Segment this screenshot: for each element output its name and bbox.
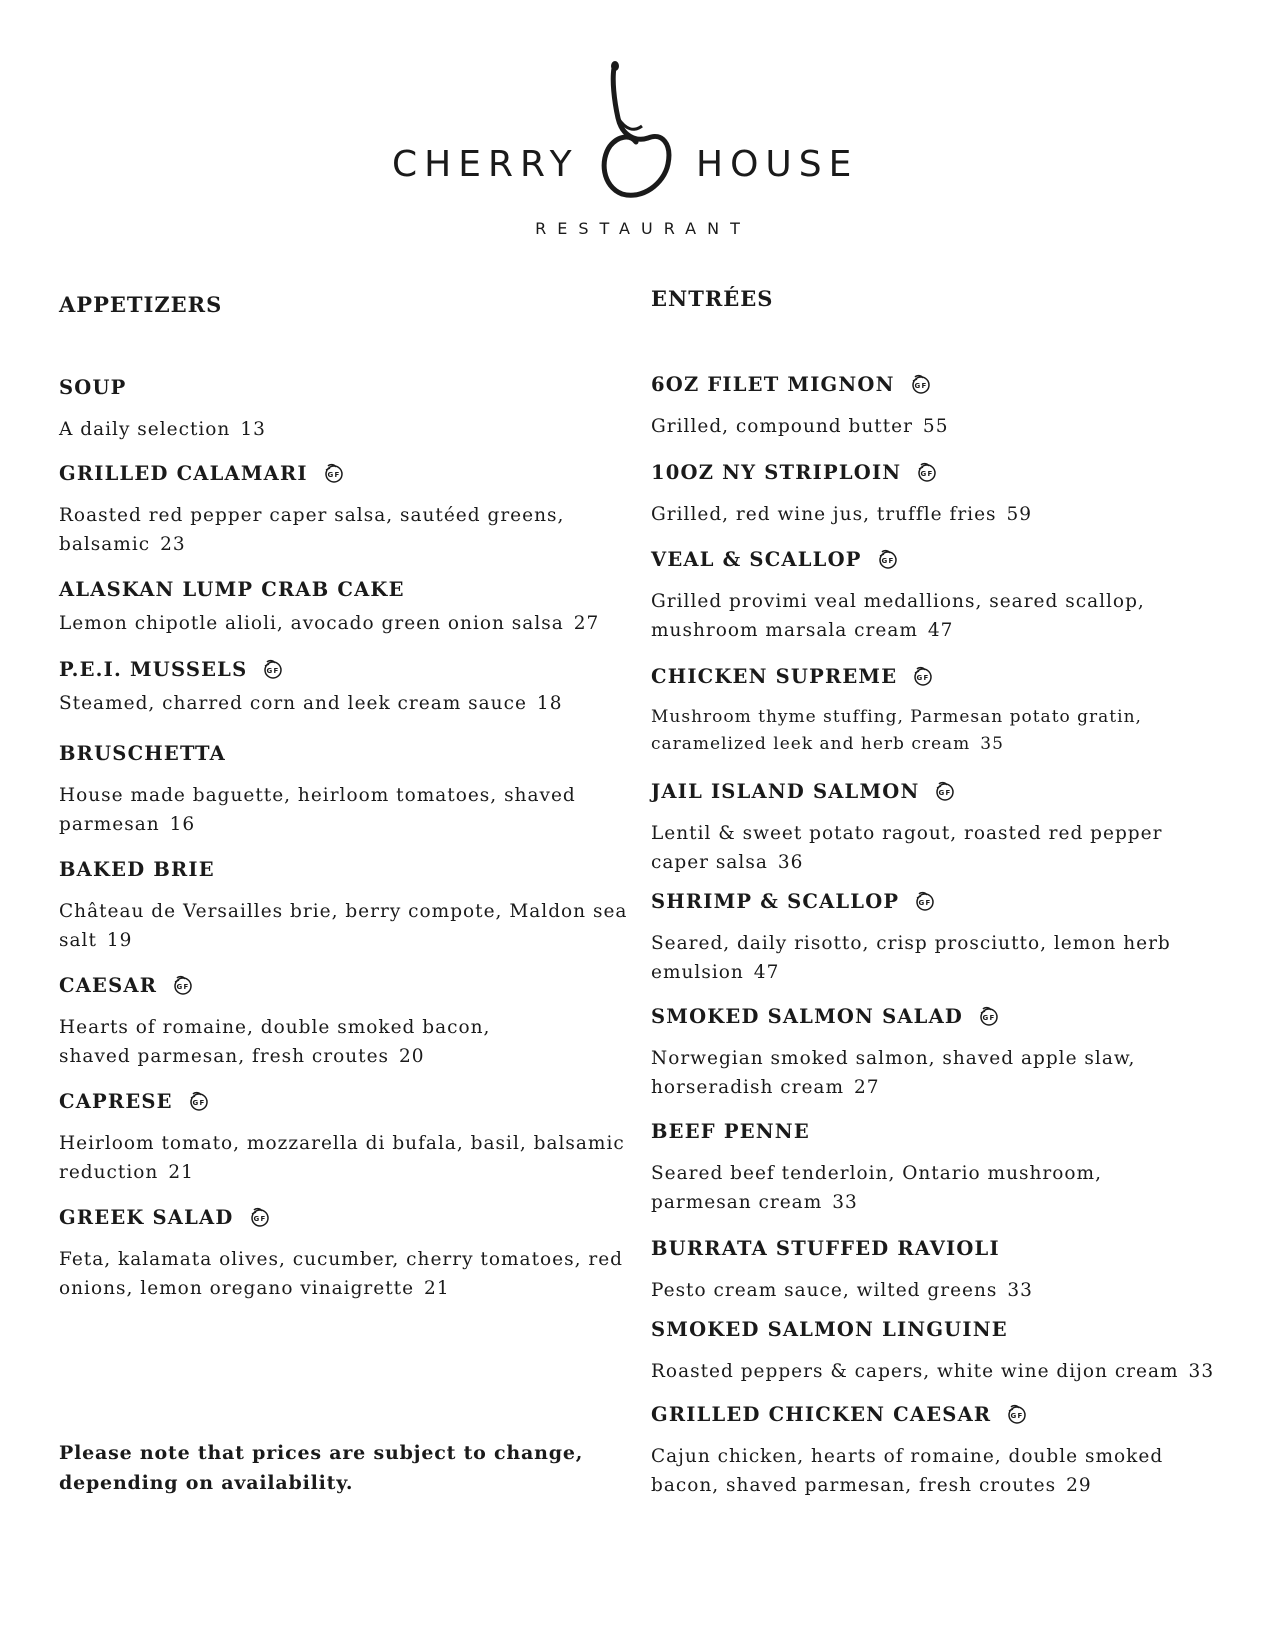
description-line: Feta, kalamata olives, cucumber, cherry tomatoes, red [59, 1249, 623, 1270]
menu-item [651, 1403, 1251, 1500]
menu-item-description [59, 689, 629, 718]
menu-item [59, 578, 629, 638]
menu-item-price: 29 [1066, 1475, 1092, 1496]
description-line: salt [59, 930, 97, 951]
svg-text:GF: GF [918, 898, 932, 907]
menu-item-name [651, 1005, 1251, 1028]
gluten-free-icon [322, 462, 344, 484]
description-line: Hearts of romaine, double smoked bacon, [59, 1017, 491, 1038]
svg-text:GF: GF [1010, 1411, 1024, 1420]
gluten-free-icon [187, 1090, 209, 1112]
menu-item-description [59, 781, 629, 839]
description-line: House made baguette, heirloom tomatoes, shaved [59, 785, 576, 806]
logo-word-left: CHERRY [392, 144, 579, 185]
menu-item-description [651, 1044, 1251, 1102]
description-line: Pesto cream sauce, wilted greens [651, 1280, 998, 1301]
menu-item-name [59, 974, 629, 997]
menu-item-price: 33 [1188, 1361, 1215, 1382]
menu-item-name-text: 6OZ FILET MIGNON [651, 373, 895, 396]
menu-item-name-text: GREEK SALAD [59, 1206, 234, 1229]
price-note-line-1: Please note that prices are subject to change, [59, 1442, 584, 1464]
menu-item [59, 974, 629, 1071]
price-note [59, 1438, 619, 1498]
menu-item [59, 376, 629, 444]
description-line: Grilled, red wine jus, truffle fries [651, 504, 997, 525]
gluten-free-icon [933, 780, 955, 802]
menu-item-name-text: VEAL & SCALLOP [651, 548, 862, 571]
svg-text:GF: GF [982, 1013, 996, 1022]
gluten-free-icon [911, 665, 933, 687]
menu-item-name-text: BEEF PENNE [651, 1120, 810, 1143]
menu-item-price: 33 [1007, 1280, 1033, 1301]
menu-item-price: 27 [854, 1077, 880, 1098]
svg-text:GF: GF [266, 666, 280, 675]
svg-text:GF: GF [327, 470, 341, 479]
menu-item-description [651, 412, 1251, 441]
menu-item-name-text: SMOKED SALMON SALAD [651, 1005, 964, 1028]
menu-item-name [59, 858, 629, 881]
menu-item-description [651, 819, 1251, 877]
menu-item-name [651, 1403, 1251, 1426]
menu-item [59, 658, 629, 718]
svg-text:GF: GF [939, 788, 952, 797]
menu-item-price: 47 [927, 620, 954, 641]
menu-item [651, 548, 1251, 645]
menu-item [651, 1318, 1251, 1386]
description-line: horseradish cream [651, 1077, 844, 1098]
menu-item-name [651, 461, 1251, 484]
menu-item-name [651, 890, 1251, 913]
description-line: shaved parmesan, fresh croutes [59, 1046, 390, 1067]
gluten-free-icon [261, 658, 283, 680]
menu-item-name [59, 658, 629, 681]
menu-item-name [651, 1318, 1251, 1341]
description-line: Roasted red pepper caper salsa, sautéed greens, [59, 505, 565, 526]
price-note-line-2: depending on availability. [59, 1472, 354, 1494]
cherry-spoon-icon [596, 60, 686, 210]
menu-item-description [651, 1357, 1251, 1386]
gluten-free-icon [1005, 1403, 1027, 1425]
menu-item-name-text: CHICKEN SUPREME [651, 665, 898, 688]
menu-item-name-text: CAESAR [59, 974, 158, 997]
description-line: Seared, daily risotto, crisp prosciutto, lemon herb [651, 933, 1171, 954]
menu-item-name [651, 373, 1251, 396]
menu-item-name-text: SOUP [59, 376, 127, 399]
description-line: caper salsa [651, 852, 768, 873]
menu-item-name-text: GRILLED CALAMARI [59, 462, 308, 485]
description-line: Cajun chicken, hearts of romaine, double smoked [651, 1446, 1164, 1467]
gluten-free-icon [876, 548, 898, 570]
menu-item-description [59, 609, 629, 638]
menu-item-name [59, 1206, 629, 1229]
svg-text:GF: GF [914, 381, 928, 390]
menu-item-name [59, 376, 629, 399]
description-line: reduction [59, 1162, 159, 1183]
menu-item-name-text: ALASKAN LUMP CRAB CAKE [59, 578, 405, 601]
gluten-free-icon [977, 1005, 999, 1027]
menu-item-name-text: P.E.I. MUSSELS [59, 658, 248, 681]
gluten-free-icon [248, 1206, 270, 1228]
menu-item [59, 1090, 629, 1187]
menu-item-name [59, 742, 629, 765]
menu-item-price: 19 [106, 930, 133, 951]
description-line: balsamic [59, 534, 151, 555]
gluten-free-icon [913, 890, 935, 912]
menu-item-price: 27 [573, 613, 600, 634]
menu-item-name [651, 548, 1251, 571]
menu-item-name [59, 462, 629, 485]
menu-item-description [59, 1245, 629, 1303]
description-line: A daily selection [59, 419, 231, 440]
description-line: Château de Versailles brie, berry compote, Maldon sea [59, 901, 628, 922]
menu-item [651, 1120, 1251, 1217]
description-line: Heirloom tomato, mozzarella di bufala, basil, balsamic [59, 1133, 625, 1154]
menu-item-price: 55 [922, 416, 949, 437]
menu-item [59, 1206, 629, 1303]
menu-item-price: 35 [980, 734, 1004, 754]
description-line: emulsion [651, 962, 744, 983]
appetizers-title: APPETIZERS [59, 292, 223, 317]
description-line: Grilled provimi veal medallions, seared scallop, [651, 591, 1145, 612]
menu-item-price: 59 [1006, 504, 1033, 525]
menu-item-description [59, 501, 629, 559]
menu-item [651, 1005, 1251, 1102]
description-line: Lemon chipotle alioli, avocado green onion salsa [59, 613, 564, 634]
menu-item [651, 373, 1251, 441]
menu-item [59, 462, 629, 559]
svg-text:GF: GF [176, 982, 190, 991]
menu-item [59, 858, 629, 955]
menu-item-name-text: CAPRESE [59, 1090, 173, 1113]
svg-text:GF: GF [253, 1214, 266, 1223]
description-line: bacon, shaved parmesan, fresh croutes [651, 1475, 1057, 1496]
menu-item-name [651, 665, 1251, 688]
description-line: Grilled, compound butter [651, 416, 913, 437]
menu-item [651, 461, 1251, 529]
menu-item [59, 742, 629, 839]
menu-item-name [651, 1120, 1251, 1143]
menu-item-price: 33 [832, 1192, 858, 1213]
menu-item-description [59, 897, 629, 955]
menu-item-price: 21 [424, 1278, 450, 1299]
menu-item-description [59, 415, 629, 444]
description-line: Mushroom thyme stuffing, Parmesan potato gratin, [651, 707, 1142, 727]
svg-text:GF: GF [881, 556, 895, 565]
menu-item-price: 18 [536, 693, 563, 714]
menu-item-price: 36 [777, 852, 804, 873]
menu-item-price: 13 [240, 419, 266, 440]
menu-item [651, 665, 1251, 758]
menu-item-description [651, 500, 1251, 529]
entrees-title: ENTRÉES [651, 286, 774, 311]
svg-text:GF: GF [916, 673, 930, 682]
menu-item-description [59, 1129, 629, 1187]
logo-subtitle: RESTAURANT [535, 219, 751, 238]
svg-text:GF: GF [192, 1098, 206, 1107]
gluten-free-icon [909, 373, 931, 395]
description-line: Steamed, charred corn and leek cream sauce [59, 693, 527, 714]
menu-item-price: 47 [753, 962, 780, 983]
description-line: Lentil & sweet potato ragout, roasted red pepper [651, 823, 1163, 844]
description-line: Seared beef tenderloin, Ontario mushroom, [651, 1163, 1102, 1184]
svg-text:GF: GF [920, 469, 934, 478]
menu-item-name-text: BRUSCHETTA [59, 742, 226, 765]
menu-item-description [651, 1442, 1251, 1500]
menu-item-description [651, 929, 1251, 987]
menu-item-description [651, 1276, 1251, 1305]
description-line: mushroom marsala cream [651, 620, 918, 641]
menu-item-name-text: BURRATA STUFFED RAVIOLI [651, 1237, 1000, 1260]
gluten-free-icon [171, 974, 193, 996]
menu-item-description [651, 587, 1251, 645]
logo-word-right: HOUSE [696, 144, 859, 185]
menu-item-name-text: SMOKED SALMON LINGUINE [651, 1318, 1008, 1341]
description-line: onions, lemon oregano vinaigrette [59, 1278, 415, 1299]
menu-item [651, 890, 1251, 987]
gluten-free-icon [915, 461, 937, 483]
description-line: parmesan [59, 814, 160, 835]
menu-item-name [59, 578, 629, 601]
menu-item-price: 20 [399, 1046, 425, 1067]
menu-item-description [59, 1013, 629, 1071]
menu-item-price: 21 [168, 1162, 194, 1183]
description-line: Norwegian smoked salmon, shaved apple slaw, [651, 1048, 1136, 1069]
menu-item-price: 16 [169, 814, 196, 835]
menu-item-name [59, 1090, 629, 1113]
menu-item-name-text: JAIL ISLAND SALMON [651, 780, 920, 803]
restaurant-logo [0, 60, 1275, 250]
description-line: caramelized leek and herb cream [651, 734, 971, 754]
menu-item [651, 1237, 1251, 1305]
menu-item-name-text: SHRIMP & SCALLOP [651, 890, 900, 913]
menu-item-price: 23 [160, 534, 186, 555]
menu-item-description [651, 1159, 1251, 1217]
menu-item-name [651, 780, 1251, 803]
menu-item-name-text: GRILLED CHICKEN CAESAR [651, 1403, 992, 1426]
menu-item [651, 780, 1251, 877]
menu-item-description [651, 704, 1251, 758]
description-line: Roasted peppers & capers, white wine dijon cream [651, 1361, 1179, 1382]
menu-item-name-text: BAKED BRIE [59, 858, 215, 881]
menu-item-name [651, 1237, 1251, 1260]
menu-item-name-text: 10OZ NY STRIPLOIN [651, 461, 902, 484]
description-line: parmesan cream [651, 1192, 823, 1213]
